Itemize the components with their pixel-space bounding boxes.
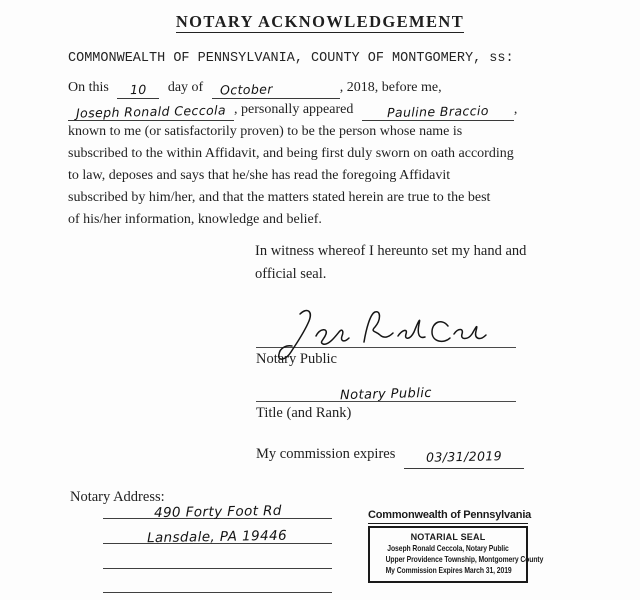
appearer-name-blank [362,102,514,121]
acknowledgement-line-3: known to me (or satisfactorily proven) to be the person whose name is [68,124,463,139]
seal-line-notary-name: Joseph Ronald Ceccola, Notary Public [387,543,509,553]
witness-clause [255,240,526,285]
handwritten-address-city: Lansdale, PA 19446 [147,527,288,547]
signature-block [256,310,516,469]
notary-public-label: Notary Public [256,351,337,367]
notary-address-lines [103,494,332,593]
address-line-3 [103,544,332,569]
acknowledgement-line-6: subscribed by him/her, and that the matters stated herein are true to the best [68,190,491,205]
handwritten-day: 10 [129,81,147,98]
seal-line-notarial-seal: NOTARIAL SEAL [410,532,486,543]
day-of-text: day of [167,80,204,95]
acknowledgement-line-2 [68,99,517,121]
document-title [0,12,640,32]
on-this-text: On this [68,80,109,95]
acknowledgement-line-1 [68,77,517,99]
handwritten-appearer-name: Pauline Braccio [386,102,489,121]
address-line-2 [103,519,332,547]
commission-label: My commission expires [256,446,396,462]
witness-clause-line-1: In witness whereof I hereunto set my hand and [255,243,527,259]
commission-date-blank [404,450,524,469]
notary-signature-line [256,310,516,348]
notary-name-blank [68,102,234,121]
acknowledgement-line-5: to law, deposes and says that he/she has read the foregoing Affidavit [68,168,451,183]
acknowledgement-line-7: of his/her information, knowledge and belief. [68,212,322,227]
handwritten-title: Notary Public [339,385,433,404]
year-clause-text: , 2018, before me, [339,80,442,95]
acknowledgement-paragraph [68,77,517,231]
handwritten-commission-date: 03/31/2019 [425,448,503,465]
seal-line-township: Upper Providence Township, Montgomery County [385,554,544,564]
handwritten-month: October [219,81,273,98]
notary-address-label: Notary Address: [70,489,165,505]
month-blank [212,80,340,99]
title-rank-line [256,380,516,402]
address-line-1 [103,494,332,522]
trailing-comma-text: , [513,102,518,117]
witness-clause-line-2: official seal. [255,265,327,282]
seal-header: Commonwealth of Pennsylvania [368,509,528,524]
appeared-clause-text: , personally appeared [234,102,354,117]
handwritten-address-street: 490 Forty Foot Rd [153,502,282,522]
notary-seal-stamp [368,509,544,583]
seal-line-expiry: My Commission Expires March 31, 2019 [385,565,512,575]
commission-expiry-row [256,446,516,469]
document-title-text: NOTARY ACKNOWLEDGEMENT [175,12,465,31]
handwritten-notary-name: Joseph Ronald Ceccola [75,102,227,121]
seal-box [368,526,544,583]
title-rank-label: Title (and Rank) [256,405,352,421]
acknowledgement-line-4: subscribed to the within Affidavit, and being first duly sworn on oath according [68,146,514,161]
jurisdiction-line: COMMONWEALTH OF PENNSYLVANIA, COUNTY OF MONTGOMERY, ss: [68,51,514,66]
day-blank [117,80,159,99]
notary-signature-ink [258,304,498,364]
address-line-4 [103,569,332,593]
